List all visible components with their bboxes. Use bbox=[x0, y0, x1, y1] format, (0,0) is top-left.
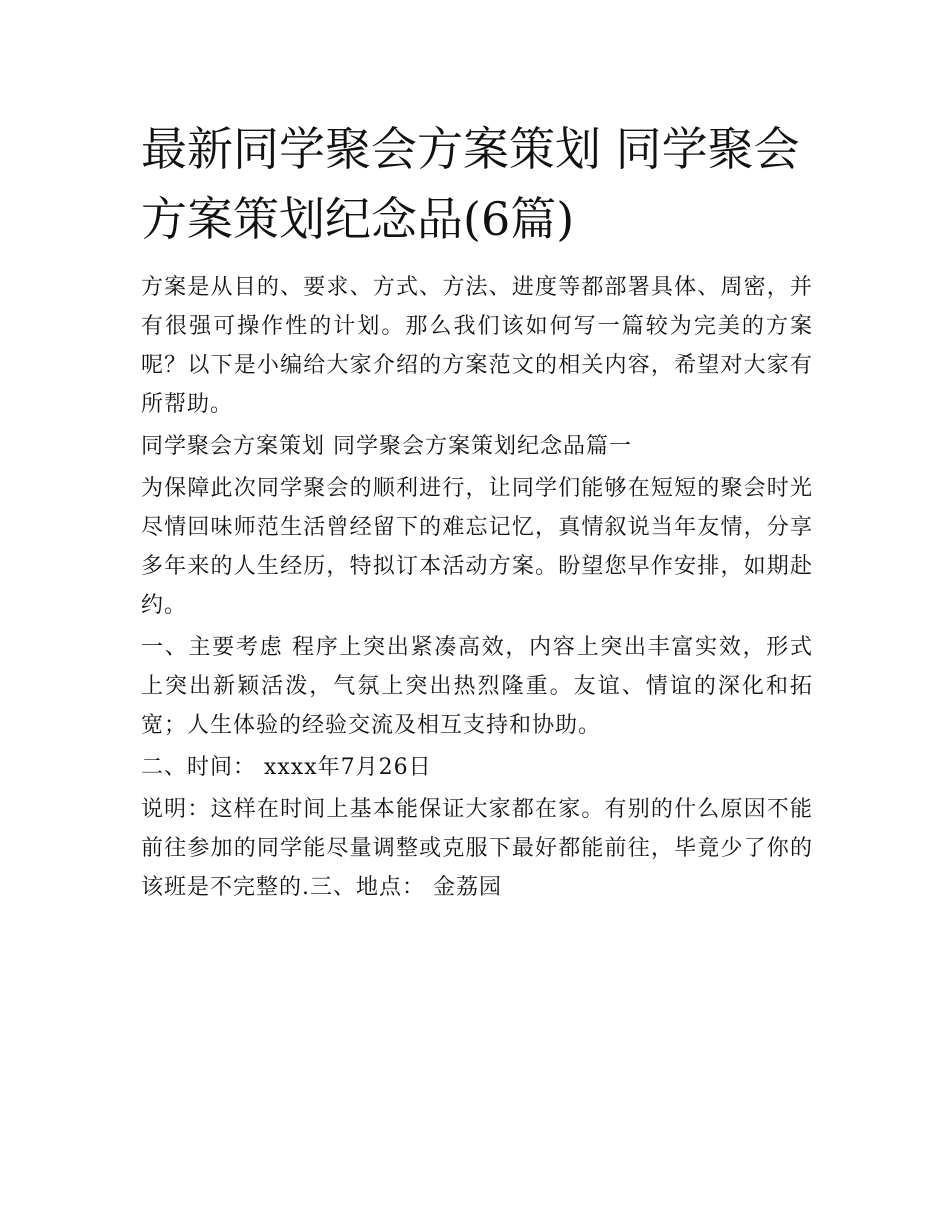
document-page bbox=[141, 114, 813, 907]
section-heading: 同学聚会方案策划 同学聚会方案策划纪念品篇一 bbox=[141, 434, 632, 459]
body-paragraph: 二、时间： xxxx年7月26日 bbox=[141, 755, 432, 780]
intro-paragraph: 方案是从目的、要求、方式、方法、进度等都部署具体、周密，并有很强可操作性的计划。那么我们该如何写一篇较为完美的方案呢？以下是小编给大家介绍的方案范文的相关内容，希望对大家有所帮助。 bbox=[141, 275, 813, 417]
body-paragraph: 说明：这样在时间上基本能保证大家都在家。有别的什么原因不能前往参加的同学能尽量调整或克服下最好都能前往，毕竟少了你的该班是不完整的.三、地点： 金荔园 bbox=[141, 797, 813, 900]
body-paragraph: 一、主要考虑 程序上突出紧凑高效，内容上突出丰富实效，形式上突出新颖活泼，气氛上突出热烈隆重。友谊、情谊的深化和拓宽；人生体验的经验交流及相互支持和协助。 bbox=[141, 635, 813, 738]
body-paragraph: 为保障此次同学聚会的顺利进行，让同学们能够在短短的聚会时光尽情回味师范生活曾经留下的难忘记忆，真情叙说当年友情，分享多年来的人生经历，特拟订本活动方案。盼望您早作安排，如期赴约。 bbox=[141, 476, 813, 618]
document-title: 最新同学聚会方案策划 同学聚会方案策划纪念品(6篇) bbox=[141, 122, 800, 246]
